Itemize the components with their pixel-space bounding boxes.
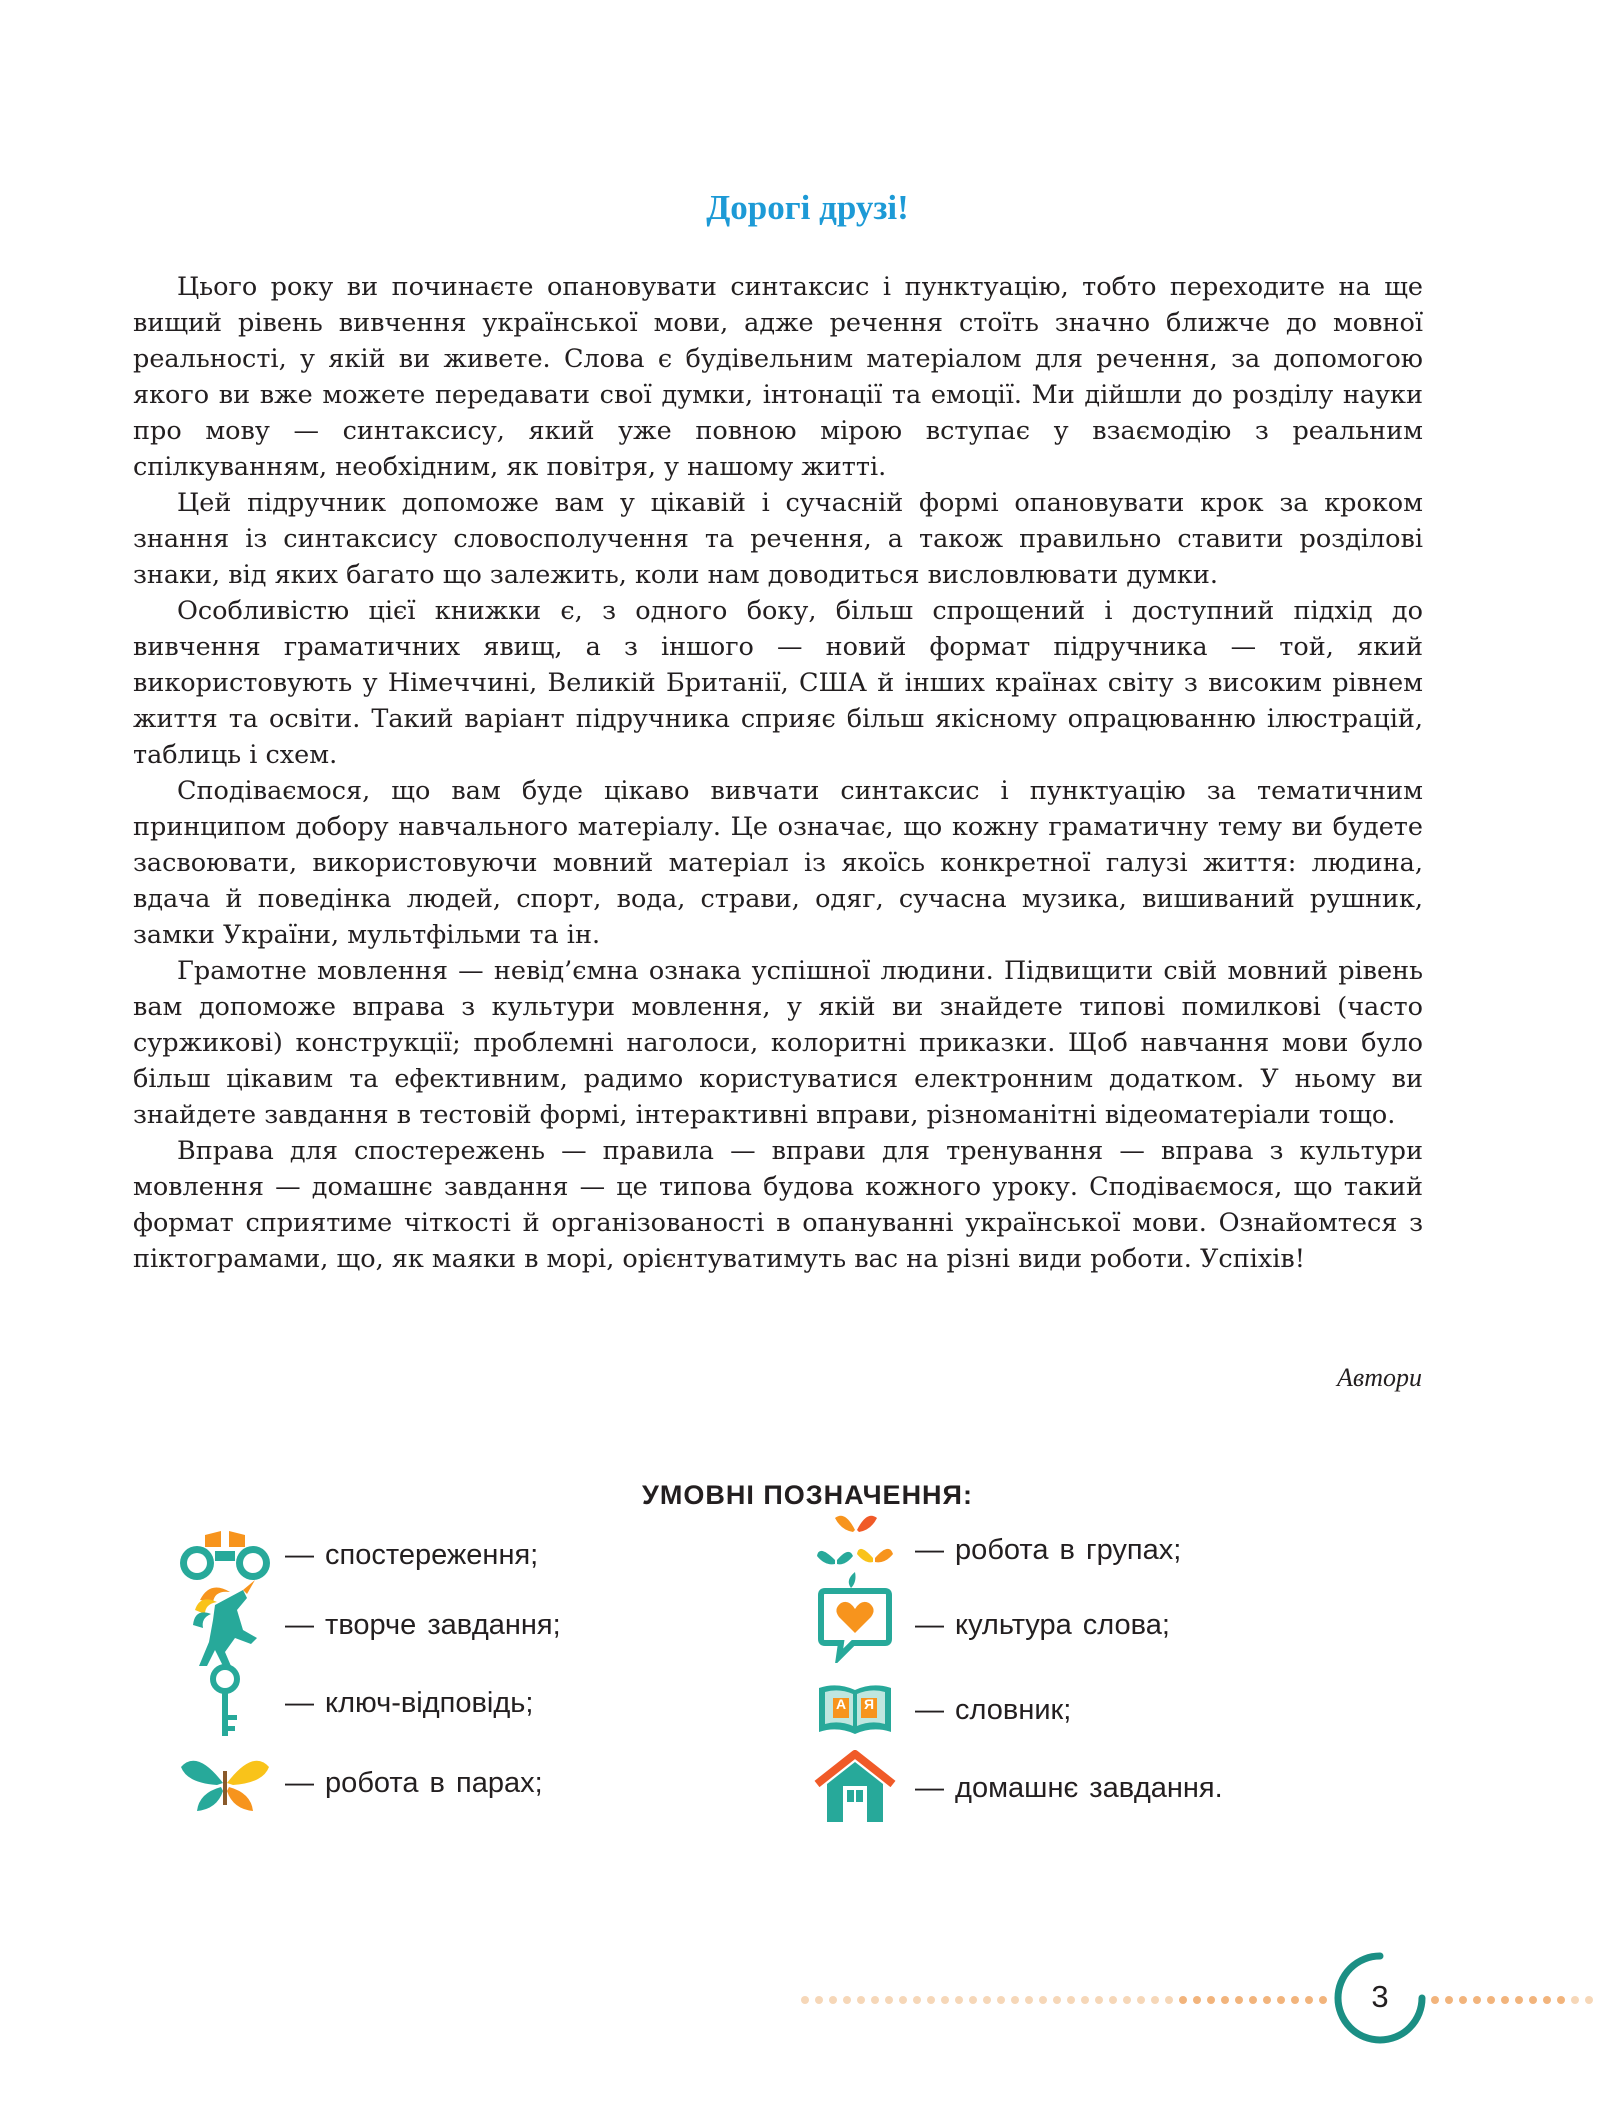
- legend-label: — робота в парах;: [285, 1766, 543, 1799]
- footer-dot: [913, 1996, 921, 2004]
- footer-dot: [1151, 1996, 1159, 2004]
- footer-dot: [1053, 1996, 1061, 2004]
- page-number: 3: [1371, 1979, 1389, 2014]
- footer-dot: [1529, 1996, 1537, 2004]
- footer-dot: [829, 1996, 837, 2004]
- footer-dot: [927, 1996, 935, 2004]
- footer-dot: [1193, 1996, 1201, 2004]
- house-icon: [805, 1743, 905, 1833]
- footer-dot: [1263, 1996, 1271, 2004]
- footer-dot: [1319, 1996, 1327, 2004]
- footer-dot: [815, 1996, 823, 2004]
- footer-dot: [801, 1996, 809, 2004]
- footer-dot: [1459, 1996, 1467, 2004]
- legend-label: — словник;: [915, 1693, 1072, 1726]
- footer-dot: [885, 1996, 893, 2004]
- footer-dot: [1445, 1996, 1453, 2004]
- footer-dot: [1207, 1996, 1215, 2004]
- footer-dot: [969, 1996, 977, 2004]
- legend-label: — творче завдання;: [285, 1608, 561, 1641]
- footer-dot: [1081, 1996, 1089, 2004]
- footer-dot: [1557, 1996, 1565, 2004]
- footer-dot: [843, 1996, 851, 2004]
- paragraph-2: Цей підручник допоможе вам у цікавій і сучасній формі опановувати крок за кроком знання із синтаксису словосполучення та речення, а також правильно ставити розділові знаки, від яких багато що залежить, коли нам доводиться висловлювати думки.: [133, 488, 1423, 590]
- legend-label: — спостереження;: [285, 1538, 539, 1571]
- paragraph-6: Вправа для спостережень — правила — вправи для тренування — вправа з культури мовлення — домашнє завдання — це типова будова кожного уроку. Сподіваємося, що такий формат сприятиме чіткості й організованості в опануванні української мови. Ознайомтеся з піктограмами, що, як маяки в морі, орієнтуватимуть вас на різні види роботи. Успіхів!: [133, 1136, 1423, 1274]
- paragraph-1: Цього року ви починаєте опановувати синтаксис і пунктуацію, тобто переходите на ще вищий рівень вивчення української мови, адже речення стоїть значно ближче до мовної реальності, у якій ви живете. Слова є будівельним матеріалом для речення, за допомогою якого ви вже можете передавати свої думки, інтонації та емоції. Ми дійшли до розділу науки про мову — синтаксису, який уже повною мірою вступає у взаємодію з реальним спілкуванням, необхідним, як повітря, у нашому житті.: [133, 272, 1423, 482]
- footer-dot: [1095, 1996, 1103, 2004]
- legend-item-creative-task: [175, 1580, 561, 1670]
- footer-dot: [941, 1996, 949, 2004]
- footer-dot: [1179, 1996, 1187, 2004]
- legend-label: — культура слова;: [915, 1608, 1170, 1641]
- footer-dot: [1165, 1996, 1173, 2004]
- heart-speech-bubble-icon: [805, 1580, 905, 1670]
- legend-label: — ключ-відповідь;: [285, 1686, 534, 1719]
- footer-dot: [1543, 1996, 1551, 2004]
- footer-dot: [1305, 1996, 1313, 2004]
- footer-dot: [1291, 1996, 1299, 2004]
- footer-dot: [1473, 1996, 1481, 2004]
- footer-dot: [1431, 1996, 1439, 2004]
- book-letters: А Я: [835, 1696, 875, 1712]
- dictionary-book-icon: [805, 1665, 905, 1755]
- legend-title: УМОВНІ ПОЗНАЧЕННЯ:: [642, 1480, 973, 1510]
- footer-dot: [983, 1996, 991, 2004]
- page-title: Дорогі друзі!: [706, 188, 909, 227]
- footer-dot: [1571, 1996, 1579, 2004]
- footer-dot: [871, 1996, 879, 2004]
- footer-dot: [857, 1996, 865, 2004]
- footer-dot: [1039, 1996, 1047, 2004]
- legend-item-homework: [805, 1743, 1223, 1833]
- footer-dot: [1487, 1996, 1495, 2004]
- footer-dot: [1235, 1996, 1243, 2004]
- legend-item-pair-work: [175, 1738, 543, 1828]
- legend-item-dictionary: [805, 1665, 1071, 1755]
- footer-dot: [1249, 1996, 1257, 2004]
- footer-dot: [1025, 1996, 1033, 2004]
- footer-dot: [1277, 1996, 1285, 2004]
- paragraph-5: Грамотне мовлення — невід’ємна ознака успішної людини. Підвищити свій мовний рівень вам допоможе вправа з культури мовлення, у якій ви знайдете типові помилкові (часто суржикові) конструкції; проблемні наголоси, колоритні приказки. Щоб навчання мови було більш цікавим та ефективним, радимо користуватися електронним додатком. У ньому ви знайдете завдання в тестовій формі, інтерактивні вправи, різноманітні відеоматеріали тощо.: [133, 956, 1423, 1130]
- legend-item-answer-key: [175, 1658, 533, 1748]
- unicorn-icon: [175, 1580, 275, 1670]
- footer-dot: [1221, 1996, 1229, 2004]
- footer-dot: [1137, 1996, 1145, 2004]
- legend-label: — робота в групах;: [915, 1533, 1182, 1566]
- footer-dot: [1515, 1996, 1523, 2004]
- butterfly-icon: [175, 1738, 275, 1828]
- footer-dot: [955, 1996, 963, 2004]
- footer-dot: [899, 1996, 907, 2004]
- footer-dot: [1501, 1996, 1509, 2004]
- legend-item-speech-culture: [805, 1580, 1170, 1670]
- footer-dot: [1109, 1996, 1117, 2004]
- intro-text: [133, 269, 1423, 1277]
- footer-dot: [1011, 1996, 1019, 2004]
- footer-dot: [1585, 1996, 1593, 2004]
- key-icon: [175, 1658, 275, 1748]
- paragraph-4: Сподіваємося, що вам буде цікаво вивчати синтаксис і пунктуацію за тематичним принципом добору навчального матеріалу. Це означає, що кожну граматичну тему ви будете засвоювати, використовуючи мовний матеріал із якоїсь конкретної галузі життя: людина, вдача й поведінка людей, спорт, вода, страви, одяг, сучасна музика, вишиваний рушник, замки України, мультфільми та ін.: [133, 776, 1423, 950]
- footer-dot: [1123, 1996, 1131, 2004]
- footer-dot: [997, 1996, 1005, 2004]
- signature: Автори: [1337, 1363, 1422, 1392]
- legend-label: — домашнє завдання.: [915, 1771, 1223, 1804]
- paragraph-3: Особливістю цієї книжки є, з одного боку, більш спрощений і доступний підхід до вивчення граматичних явищ, а з іншого — новий формат підручника — той, який використовують у Німеччині, Великій Британії, США й інших країнах світу з високим рівнем життя та освіти. Такий варіант підручника сприяє більш якісному опрацюванню ілюстрацій, таблиць і схем.: [133, 596, 1423, 770]
- footer-dot: [1067, 1996, 1075, 2004]
